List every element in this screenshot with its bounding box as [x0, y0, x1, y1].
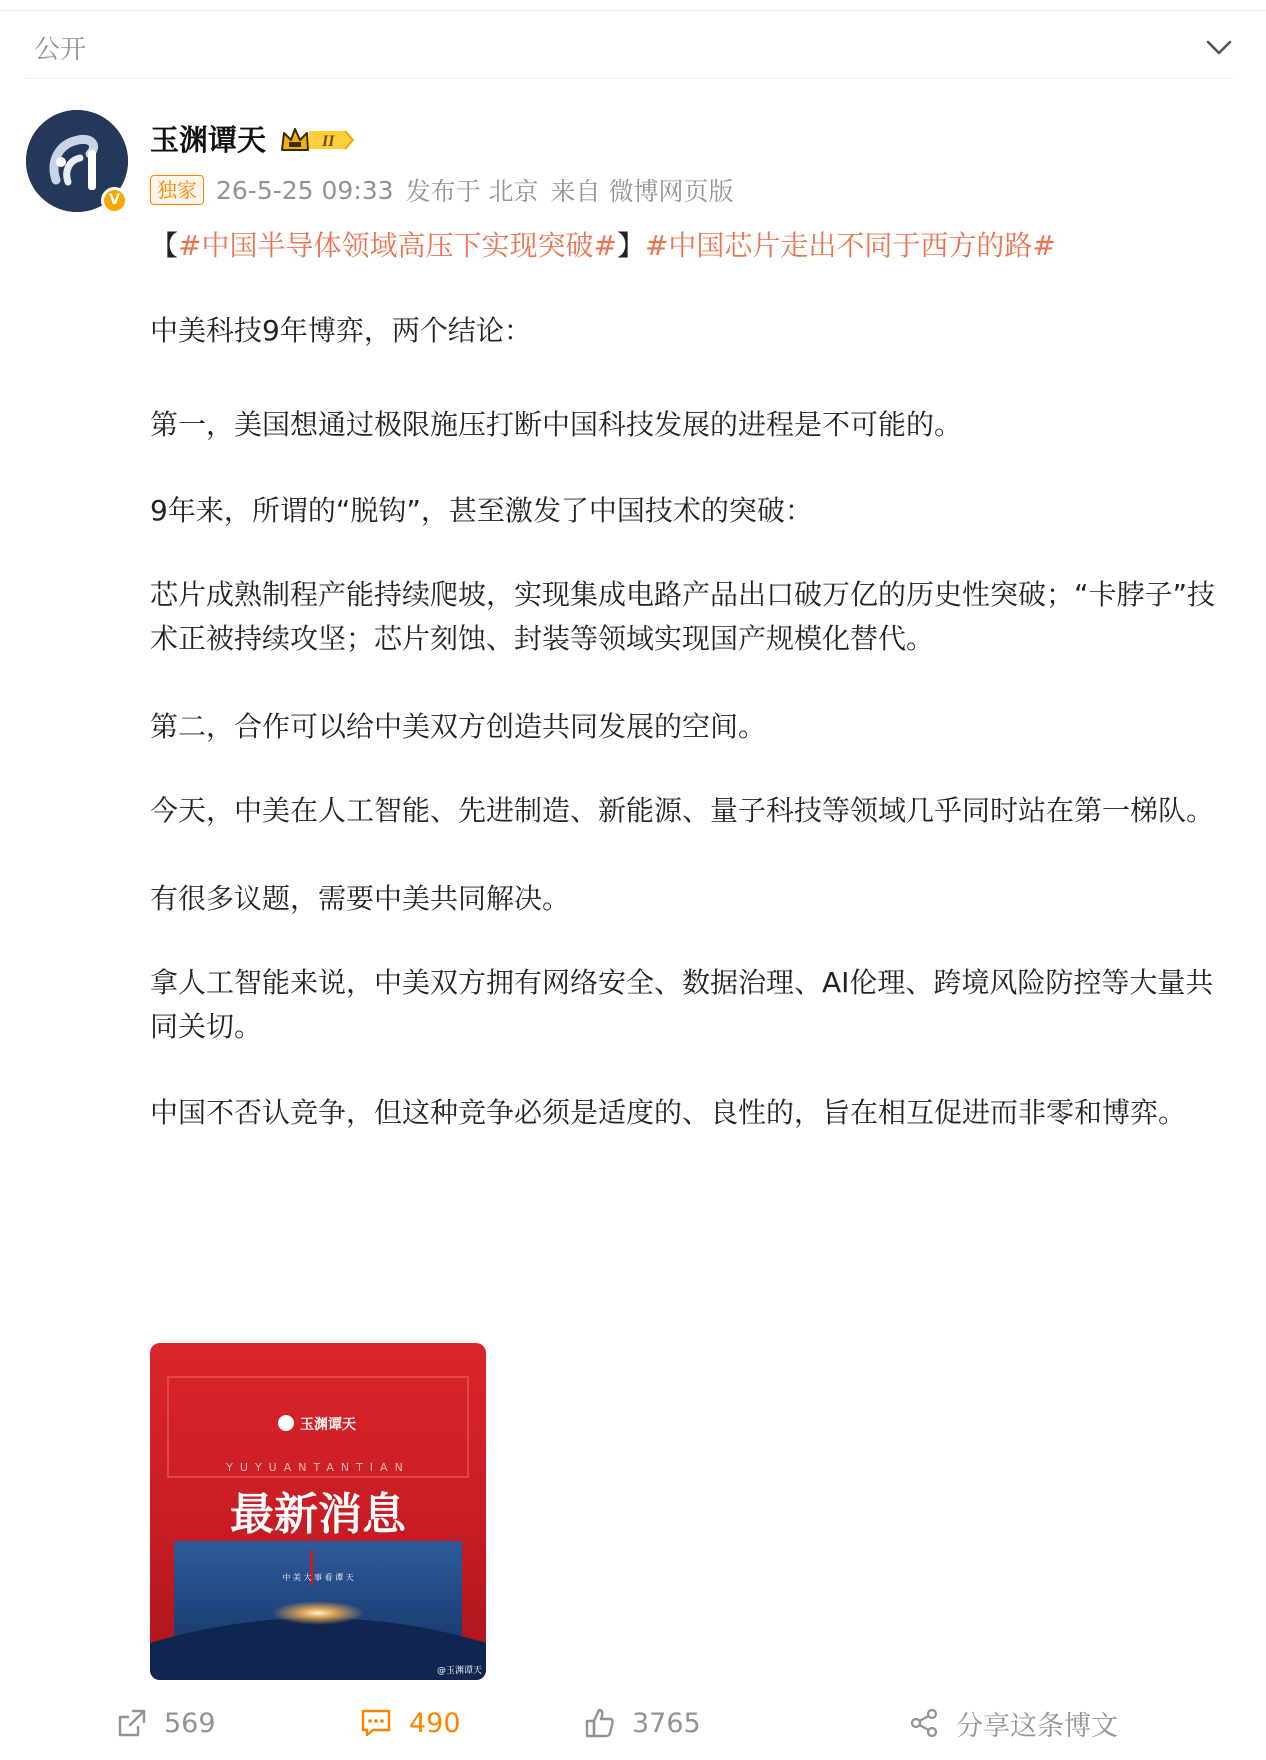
headline-bracket-open: 【	[150, 229, 179, 262]
vip-level-badge-icon[interactable]	[279, 124, 357, 156]
post-image[interactable]	[150, 1343, 486, 1680]
repost-icon	[116, 1707, 148, 1739]
repost-button[interactable]	[116, 1695, 216, 1751]
post-paragraph: 拿人工智能来说，中美双方拥有网络安全、数据治理、AI伦理、跨境风险防控等大量共同关切。	[150, 966, 1214, 1043]
post-timestamp[interactable]: 26-5-25 09:33	[216, 175, 394, 205]
post-location: 发布于 北京	[405, 177, 539, 206]
poster-headline: 最新消息	[230, 1489, 406, 1540]
share-label: 分享这条博文	[956, 1710, 1118, 1742]
author-name[interactable]: 玉渊谭天	[150, 123, 267, 157]
comment-icon	[359, 1707, 393, 1739]
like-count: 3765	[632, 1707, 701, 1739]
comment-button[interactable]	[359, 1695, 461, 1751]
post-paragraph: 芯片成熟制程产能持续爬坡，实现集成电路产品出口破万亿的历史性突破；“卡脖子”技术正被持续攻坚；芯片刻蚀、封装等领域实现国产规模化替代。	[150, 578, 1216, 655]
post-paragraph: 中国不否认竞争，但这种竞争必须是适度的、良性的，旨在相互促进而非零和博弈。	[150, 1096, 1187, 1129]
poster-watermark: @玉渊谭天	[436, 1666, 482, 1676]
exclusive-tag: 独家	[150, 175, 204, 205]
post-paragraph: 中美科技9年博弈，两个结论：	[150, 314, 532, 347]
poster-logo-text: 玉渊谭天	[300, 1417, 356, 1433]
top-divider	[0, 10, 1266, 11]
share-button[interactable]	[908, 1695, 1118, 1751]
visibility-bar	[34, 30, 1234, 70]
post-paragraph: 有很多议题，需要中美共同解决。	[150, 882, 571, 915]
topic-link[interactable]: #中国半导体领域高压下实现突破#	[178, 229, 617, 262]
news-poster-image	[150, 1343, 486, 1680]
share-icon	[908, 1707, 940, 1739]
headline-bracket-close: 】	[616, 229, 645, 262]
vip-level-text: II	[322, 133, 335, 150]
like-button[interactable]	[584, 1695, 701, 1751]
comment-count: 490	[409, 1707, 461, 1739]
thumbs-up-icon	[584, 1707, 616, 1739]
divider	[26, 78, 1234, 79]
action-bar	[0, 1695, 1266, 1751]
post-source: 来自 微博网页版	[550, 177, 734, 206]
post-headline	[150, 222, 1236, 270]
verified-badge-icon: V	[101, 187, 128, 214]
repost-count: 569	[164, 1707, 216, 1739]
post-meta	[150, 172, 733, 208]
post-paragraph: 今天，中美在人工智能、先进制造、新能源、量子科技等领域几乎同时站在第一梯队。	[150, 794, 1215, 827]
chevron-down-icon[interactable]	[1204, 36, 1234, 60]
poster-pinyin: YUYUANTANTIAN	[226, 1461, 410, 1474]
visibility-label: 公开	[34, 35, 87, 65]
topic-link[interactable]: #中国芯片走出不同于西方的路#	[644, 229, 1056, 262]
post-paragraph: 第一，美国想通过极限施压打断中国科技发展的进程是不可能的。	[150, 408, 963, 441]
post-paragraph: 9年来，所谓的“脱钩”，甚至激发了中国技术的突破：	[150, 494, 813, 527]
post-body	[150, 222, 1236, 1135]
post-paragraph: 第二，合作可以给中美双方创造共同发展的空间。	[150, 710, 767, 743]
poster-tagline: 中 美 大 事 看 谭 天	[282, 1573, 354, 1582]
